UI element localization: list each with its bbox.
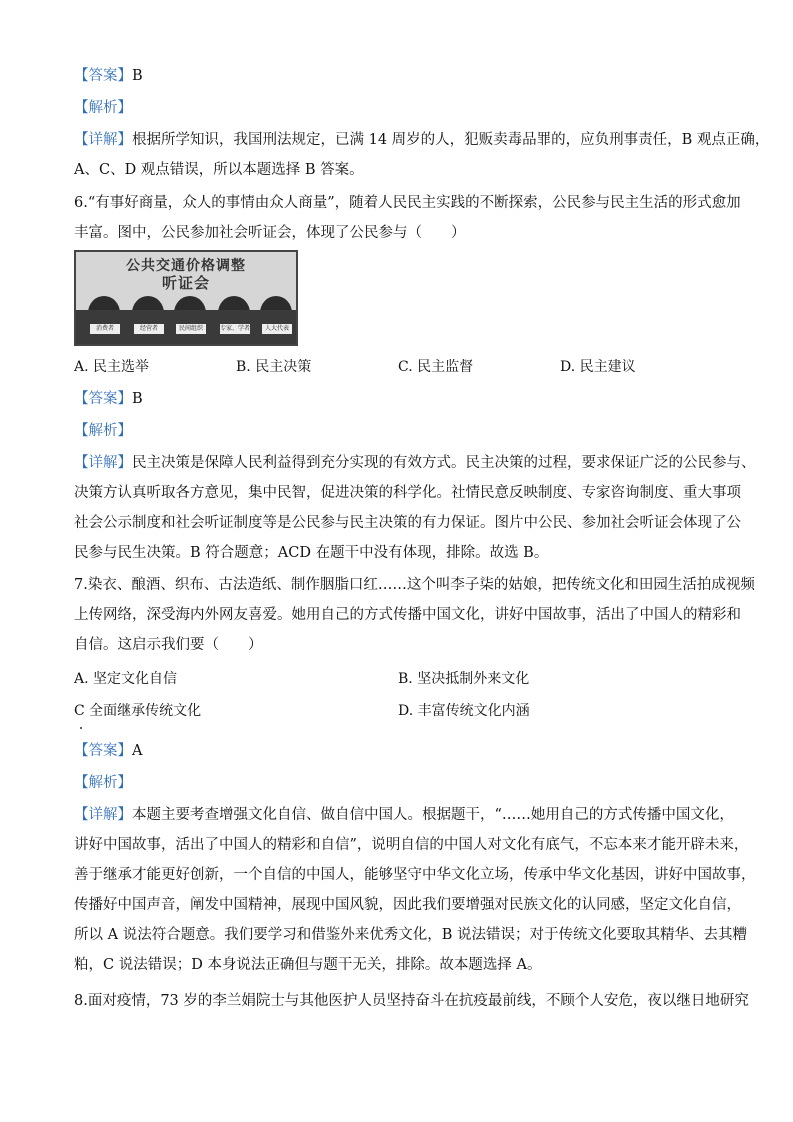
- q6-option-b: B. 民主决策: [236, 359, 312, 375]
- detail-tag: 【详解】: [74, 807, 132, 823]
- photo-title-line2: 听证会: [161, 274, 210, 292]
- q5-analysis-tag: 【解析】: [74, 100, 132, 116]
- q5-answer: [74, 66, 143, 86]
- photo-title-line1: 公共交通价格调整: [126, 258, 246, 274]
- q7-option-a: A. 坚定文化自信: [74, 671, 178, 687]
- answer-value: B: [132, 391, 143, 407]
- detail-tag: 【详解】: [74, 455, 132, 471]
- q6-option-d: D. 民主建议: [560, 359, 636, 375]
- hearing-photo: [74, 250, 298, 346]
- q7-stem-line: 上传网络，深受海内外网友喜爱。她用自己的方式传播中国文化，讲好中国故事，活出了中国人的精彩和: [74, 607, 741, 623]
- name-card: 民间组织: [176, 324, 206, 334]
- q7-answer: [74, 741, 142, 761]
- q7-option-d: D. 丰富传统文化内涵: [398, 703, 530, 719]
- name-card: 人大代表: [262, 324, 292, 334]
- q6-answer: [74, 389, 143, 409]
- q6-option-a: A. 民主选举: [74, 359, 150, 375]
- q6-detail-line: 决策方认真听取各方意见，集中民智，促进决策的科学化。社情民意反映制度、专家咨询制度、重大事项: [74, 485, 741, 501]
- name-card: 消费者: [90, 324, 120, 334]
- name-card: 经营者: [134, 324, 164, 334]
- q6-stem-line: 丰富。图中，公民参加社会听证会，体现了公民参与（ ）: [74, 225, 466, 241]
- q6-analysis-tag: 【解析】: [74, 423, 132, 439]
- answer-value: B: [132, 68, 143, 84]
- name-card: 专家、学者: [220, 325, 251, 332]
- q7-analysis-tag: 【解析】: [74, 775, 132, 791]
- q6-detail-line: 社会公示制度和社会听证制度等是公民参与民主决策的有力保证。图片中公民、参加社会听证会体现了公: [74, 515, 741, 531]
- answer-value: A: [132, 743, 143, 759]
- q7-stem-line: 自信。这启示我们要（ ）: [74, 637, 263, 653]
- q7-stem-line: 7.染衣、酿酒、织布、古法造纸、制作胭脂口红……这个叫李子柒的姑娘，把传统文化和田园生活拍成视频: [74, 577, 755, 593]
- q6-stem-line: 6.“有事好商量，众人的事情由众人商量”，随着人民民主实践的不断探索，公民参与民主生活的形式愈加: [74, 195, 741, 211]
- q6-option-c: C. 民主监督: [398, 359, 474, 375]
- scan-speck: [80, 727, 82, 729]
- q6-detail-line: 民参与民生决策。B 符合题意；ACD 在题干中没有体现，排除。故选 B。: [74, 545, 549, 561]
- q6-detail-line: 【详解】民主决策是保障人民利益得到充分实现的有效方式。民主决策的过程，要求保证广泛的公民参与、: [74, 455, 756, 471]
- q5-detail-line: A、C、D 观点错误，所以本题选择 B 答案。: [74, 162, 364, 178]
- detail-tag: 【详解】: [74, 132, 132, 148]
- q7-detail-line: 粕，C 说法错误；D 本身说法正确但与题干无关，排除。故本题选择 A。: [74, 957, 542, 973]
- q7-detail-line: 所以 A 说法符合题意。我们要学习和借鉴外来优秀文化，B 说法错误；对于传统文化要取其精华、去其糟: [74, 927, 747, 943]
- q8-stem-line: 8.面对疫情，73 岁的李兰娟院士与其他医护人员坚持奋斗在抗疫最前线，不顾个人安危，夜以继日地研究: [74, 993, 749, 1009]
- q5-detail-line: 【详解】根据所学知识，我国刑法规定，已满 14 周岁的人，犯贩卖毒品罪的，应负刑事责任，B 观点正确，: [74, 132, 770, 148]
- q7-detail-line: 【详解】本题主要考查增强文化自信、做自信中国人。根据题干，“……她用自己的方式传播中国文化，: [74, 807, 734, 823]
- q7-detail-line: 讲好中国故事，活出了中国人的精彩和自信”，说明自信的中国人对文化有底气，不忘本来才能开辟未来，: [74, 837, 749, 853]
- q7-option-c: C 全面继承传统文化: [74, 703, 202, 719]
- answer-tag: 【答案】: [74, 68, 132, 84]
- answer-tag: 【答案】: [74, 743, 132, 759]
- answer-tag: 【答案】: [74, 391, 132, 407]
- q7-option-b: B. 坚决抵制外来文化: [398, 671, 530, 687]
- q7-detail-line: 善于继承才能更好创新，一个自信的中国人，能够坚守中华文化立场，传承中华文化基因，讲好中国故事，: [74, 867, 756, 883]
- q7-detail-line: 传播好中国声音，阐发中国精神，展现中国风貌，因此我们要增强对民族文化的认同感，坚定文化自信，: [74, 897, 741, 913]
